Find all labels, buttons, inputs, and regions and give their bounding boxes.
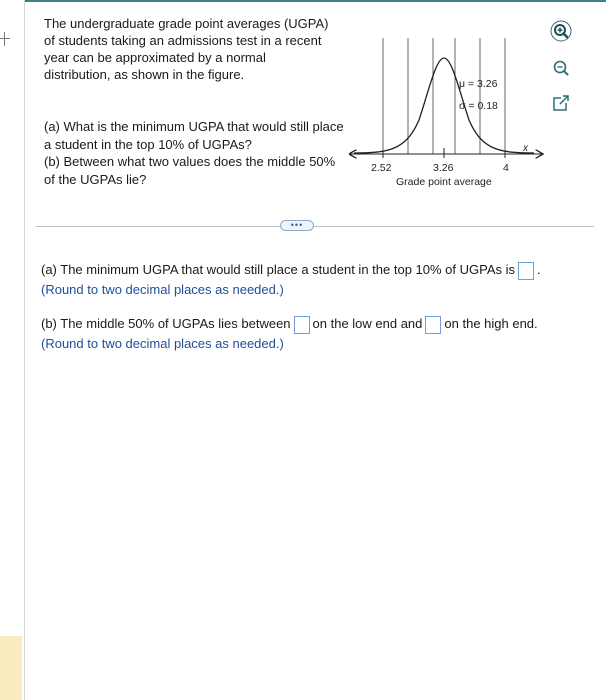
- answer-b-text: (b) The middle 50% of UGPAs lies between: [41, 316, 291, 331]
- answer-a-suffix: .: [537, 262, 541, 277]
- section-divider: [36, 226, 594, 227]
- mu-label: μ = 3.26: [459, 78, 498, 90]
- tick-label: 4: [503, 162, 509, 174]
- left-panel-tick-vertical: [4, 32, 5, 46]
- top-border: [24, 0, 606, 2]
- answer-a-line: [41, 261, 541, 280]
- answer-a-input[interactable]: [518, 262, 534, 280]
- problem-intro: The undergraduate grade point averages (UGPA) of students taking an admissions test in a recent year can be approximated by a normal distribution, as shown in the figure.: [44, 16, 329, 82]
- zoom-in-icon[interactable]: [550, 20, 572, 42]
- left-panel-edge: [24, 0, 25, 700]
- answer-b-hint: (Round to two decimal places as needed.): [41, 336, 284, 351]
- zoom-out-icon[interactable]: [550, 57, 572, 79]
- left-panel-highlight: [0, 636, 22, 700]
- answer-b-high-input[interactable]: [425, 316, 441, 334]
- tick-label: 2.52: [371, 162, 392, 174]
- question-a: (a) What is the minimum UGPA that would still place a student in the top 10% of UGPAs?: [44, 119, 344, 152]
- answer-b-low-input[interactable]: [294, 316, 310, 334]
- x-variable-label: x: [523, 143, 528, 154]
- answer-b-line: [41, 315, 538, 334]
- answer-b-end-text: on the high end.: [444, 316, 538, 331]
- more-button[interactable]: •••: [280, 220, 314, 231]
- answer-a-hint: (Round to two decimal places as needed.): [41, 282, 284, 297]
- left-panel-tick: [0, 38, 10, 39]
- axis-label: Grade point average: [396, 176, 492, 188]
- normal-curve: [354, 58, 534, 153]
- tick-label: 3.26: [433, 162, 454, 174]
- sigma-label: σ = 0.18: [459, 100, 498, 112]
- answer-a-text: (a) The minimum UGPA that would still place a student in the top 10% of UGPAs is: [41, 262, 515, 277]
- normal-distribution-figure: [344, 30, 544, 195]
- question-b: (b) Between what two values does the middle 50% of the UGPAs lie?: [44, 154, 336, 187]
- answer-b-mid-text: on the low end and: [312, 316, 423, 331]
- questions: [44, 118, 344, 188]
- figure-gridlines: [383, 38, 505, 154]
- popout-icon[interactable]: [550, 92, 572, 114]
